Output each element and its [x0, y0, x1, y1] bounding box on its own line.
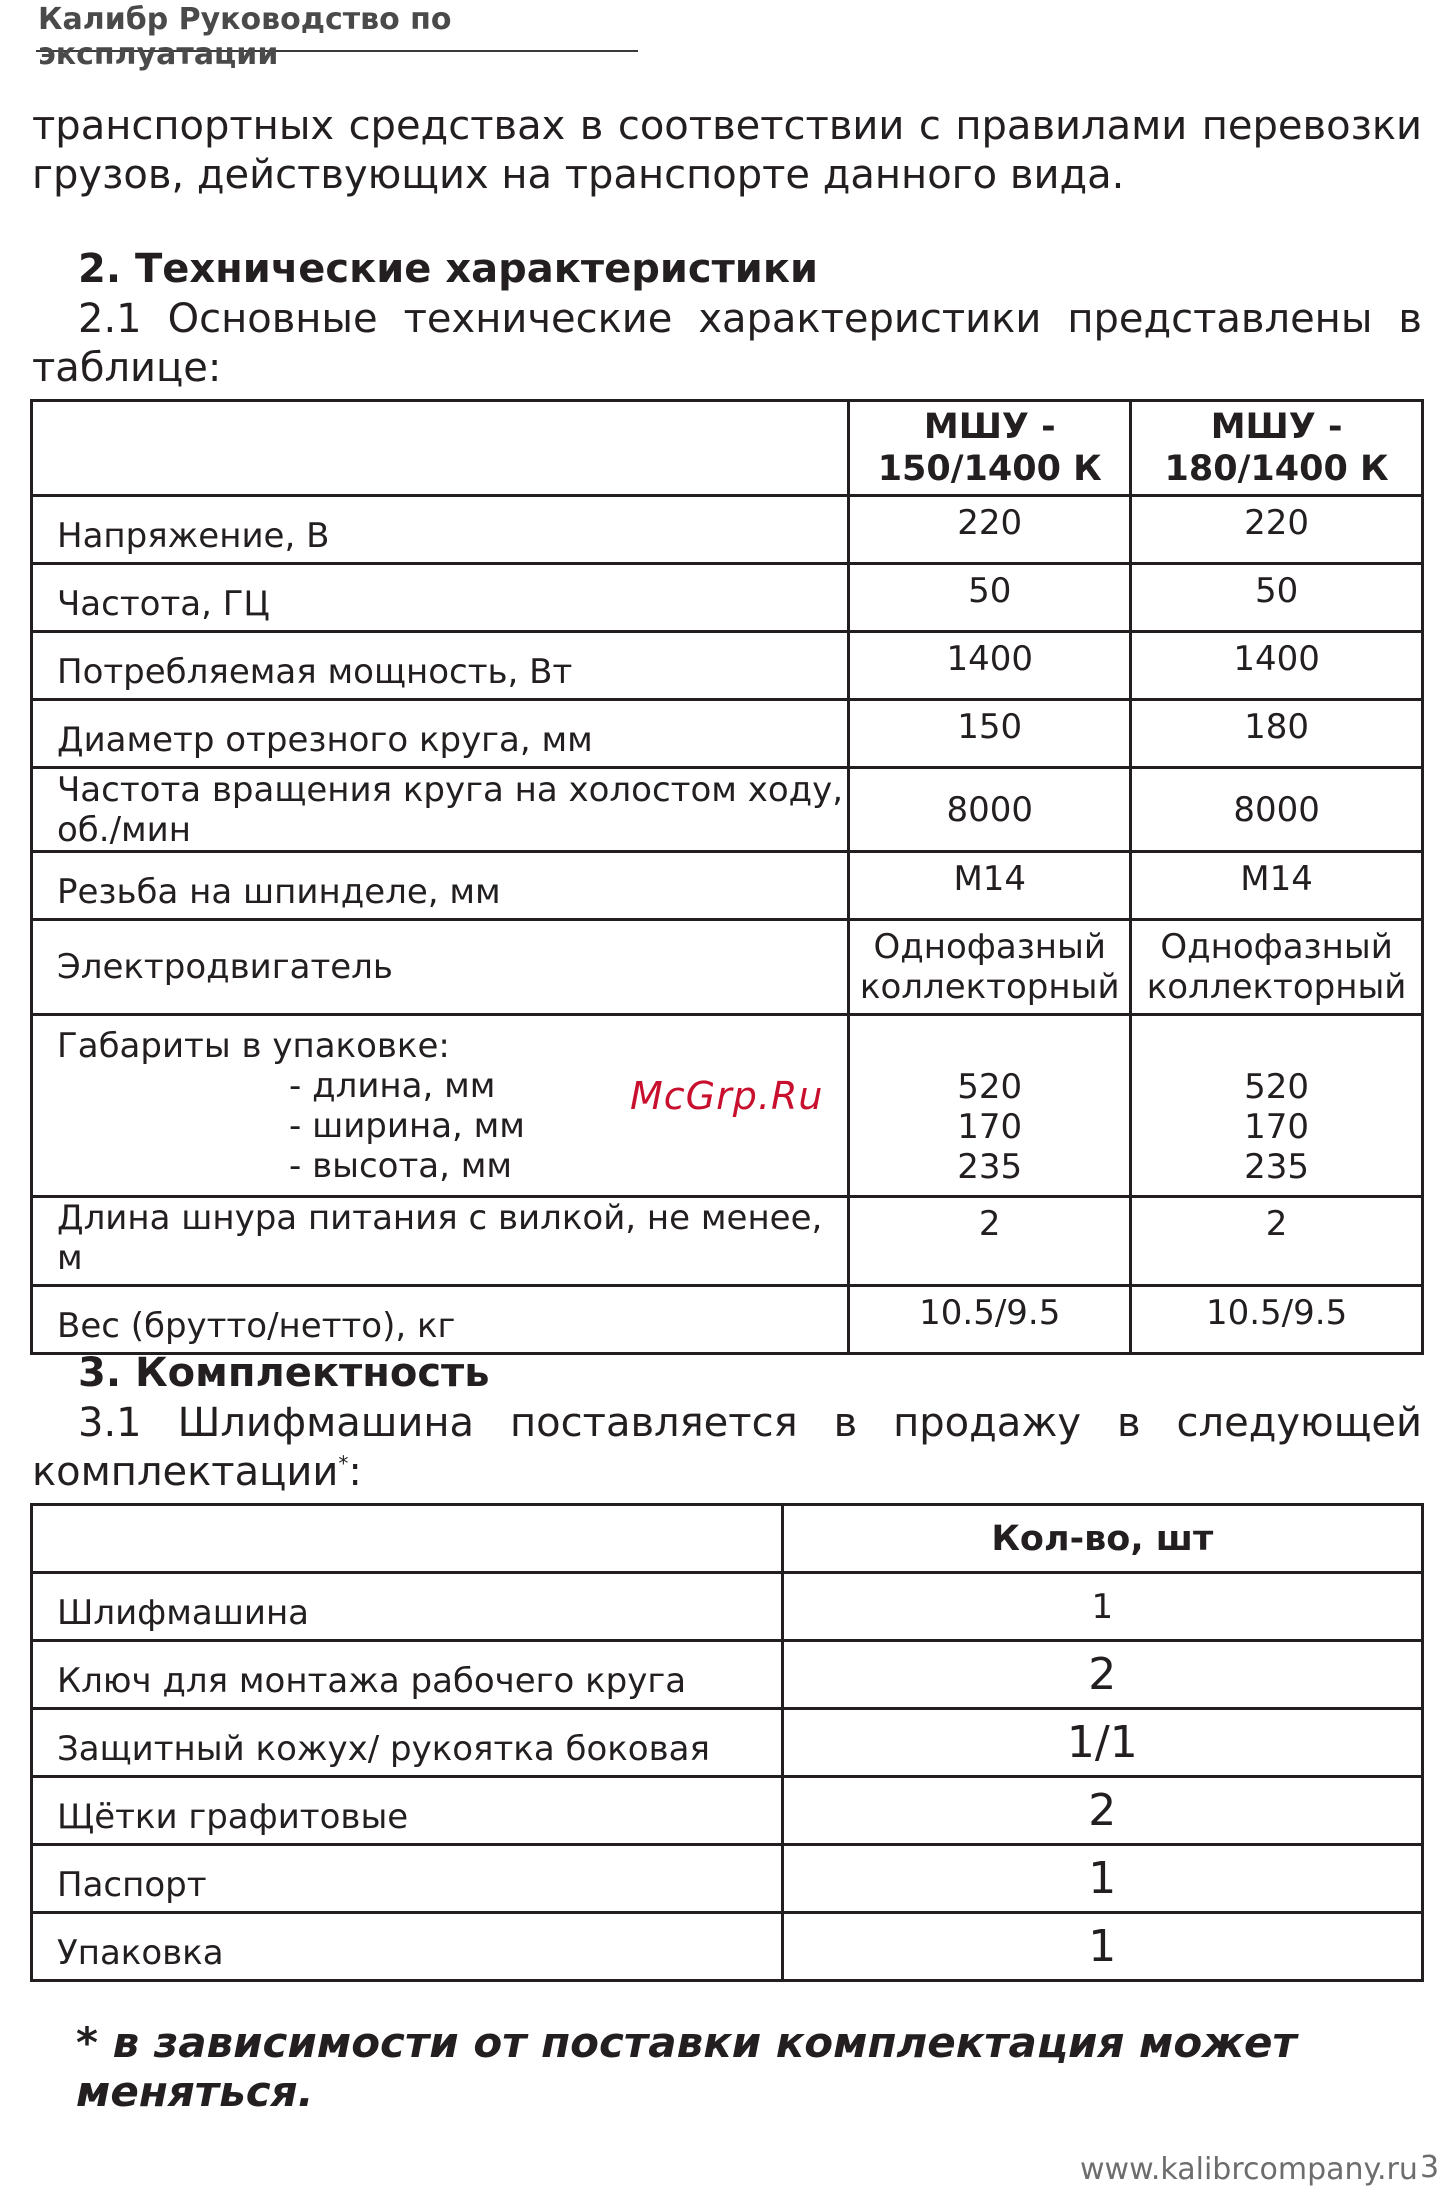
specs-value: 10.5/9.5	[849, 1286, 1131, 1354]
specs-row	[32, 1197, 1423, 1286]
kit-header-row	[32, 1505, 1423, 1573]
kit-label: Паспорт	[32, 1845, 783, 1913]
kit-header-empty	[32, 1505, 783, 1573]
specs-row	[32, 920, 1423, 1015]
specs-row	[32, 768, 1423, 852]
specs-value: 220	[1131, 496, 1423, 564]
specs-value: М14	[849, 852, 1131, 920]
specs-col-header: МШУ - 150/1400 К	[849, 401, 1131, 496]
kit-row	[32, 1641, 1423, 1709]
specs-value: 2	[1131, 1197, 1423, 1286]
specs-row	[32, 1286, 1423, 1354]
specs-value: Однофазный коллекторный	[849, 920, 1131, 1015]
dims-value: 235	[1244, 1147, 1310, 1187]
specs-value: 50	[1131, 564, 1423, 632]
kit-label: Ключ для монтажа рабочего круга	[32, 1641, 783, 1709]
specs-value: 150	[849, 700, 1131, 768]
specs-label: Диаметр отрезного круга, мм	[32, 700, 849, 768]
section3-paragraph-end: :	[348, 1449, 362, 1495]
dims-sub-label: - высота, мм	[289, 1145, 513, 1186]
specs-label: Вес (брутто/нетто), кг	[32, 1286, 849, 1354]
kit-qty: 1	[782, 1913, 1422, 1981]
specs-label: Длина шнура питания с вилкой, не менее, м	[32, 1197, 849, 1286]
dims-value: 235	[957, 1147, 1023, 1187]
specs-label: Резьба на шпинделе, мм	[32, 852, 849, 920]
specs-value: 180	[1131, 700, 1423, 768]
specs-label: Частота вращения круга на холостом ходу, об./мин	[32, 768, 849, 852]
section2-paragraph: 2.1 Основные технические характеристики представлены в таблице:	[32, 296, 1422, 391]
dims-sub-label: - длина, мм	[289, 1065, 496, 1106]
specs-value: М14	[1131, 852, 1423, 920]
running-header	[36, 0, 638, 72]
section3-paragraph-text: 3.1 Шлифмашина поставляется в продажу в следующей комплектации	[32, 1400, 1422, 1495]
specs-header-row	[32, 401, 1423, 496]
specs-label: Напряжение, В	[32, 496, 849, 564]
kit-label: Щётки графитовые	[32, 1777, 783, 1845]
footer-url[interactable]: www.kalibrcompany.ru	[1080, 2152, 1418, 2187]
specs-row	[32, 700, 1423, 768]
specs-label: Электродвигатель	[32, 920, 849, 1015]
kit-row	[32, 1709, 1423, 1777]
specs-label: Частота, ГЦ	[32, 564, 849, 632]
specs-value: 8000	[1131, 768, 1423, 852]
specs-row	[32, 632, 1423, 700]
section3-heading: 3. Комплектность	[78, 1350, 490, 1396]
specs-value: 220	[849, 496, 1131, 564]
specs-table	[30, 399, 1424, 1355]
kit-qty: 1/1	[782, 1709, 1422, 1777]
dims-value: 520	[957, 1067, 1023, 1107]
footnote: * в зависимости от поставки комплектация может меняться.	[76, 2018, 1297, 2116]
specs-row	[32, 852, 1423, 920]
specs-header-empty	[32, 401, 849, 496]
specs-label: Потребляемая мощность, Вт	[32, 632, 849, 700]
kit-qty: 2	[782, 1641, 1422, 1709]
kit-qty: 1	[782, 1573, 1422, 1641]
kit-row	[32, 1845, 1423, 1913]
kit-label: Упаковка	[32, 1913, 783, 1981]
intro-paragraph: транспортных средствах в соответствии с правилами перевозки грузов, действующих на транспорте данного вида.	[32, 103, 1422, 198]
watermark: McGrp.Ru	[630, 1074, 824, 1118]
specs-value: 50	[849, 564, 1131, 632]
kit-label: Защитный кожух/ рукоятка боковая	[32, 1709, 783, 1777]
kit-qty-header: Кол-во, шт	[782, 1505, 1422, 1573]
dims-title: Габариты в упаковке:	[57, 1025, 450, 1066]
dims-value: 170	[1244, 1107, 1310, 1147]
kit-table	[30, 1503, 1424, 1982]
section3-paragraph	[32, 1399, 1422, 1497]
specs-dims-values	[849, 1015, 1131, 1197]
kit-row	[32, 1573, 1423, 1641]
specs-row	[32, 564, 1423, 632]
specs-value: 1400	[1131, 632, 1423, 700]
kit-label: Шлифмашина	[32, 1573, 783, 1641]
dims-sub-label: - ширина, мм	[289, 1105, 525, 1146]
kit-row	[32, 1777, 1423, 1845]
specs-value: 1400	[849, 632, 1131, 700]
dims-value: 520	[1244, 1067, 1310, 1107]
specs-value: 2	[849, 1197, 1131, 1286]
kit-qty: 2	[782, 1777, 1422, 1845]
section2-heading: 2. Технические характеристики	[78, 246, 818, 292]
specs-col-header: МШУ - 180/1400 К	[1131, 401, 1423, 496]
specs-value: 10.5/9.5	[1131, 1286, 1423, 1354]
page-number: 3	[1420, 2150, 1440, 2185]
running-header-title: Калибр Руководство по эксплуатации	[38, 2, 452, 72]
dims-value: 170	[957, 1107, 1023, 1147]
specs-row	[32, 496, 1423, 564]
kit-row	[32, 1913, 1423, 1981]
specs-value: Однофазный коллекторный	[1131, 920, 1423, 1015]
footnote-mark: *	[338, 1451, 349, 1476]
kit-qty: 1	[782, 1845, 1422, 1913]
specs-value: 8000	[849, 768, 1131, 852]
specs-dims-values	[1131, 1015, 1423, 1197]
